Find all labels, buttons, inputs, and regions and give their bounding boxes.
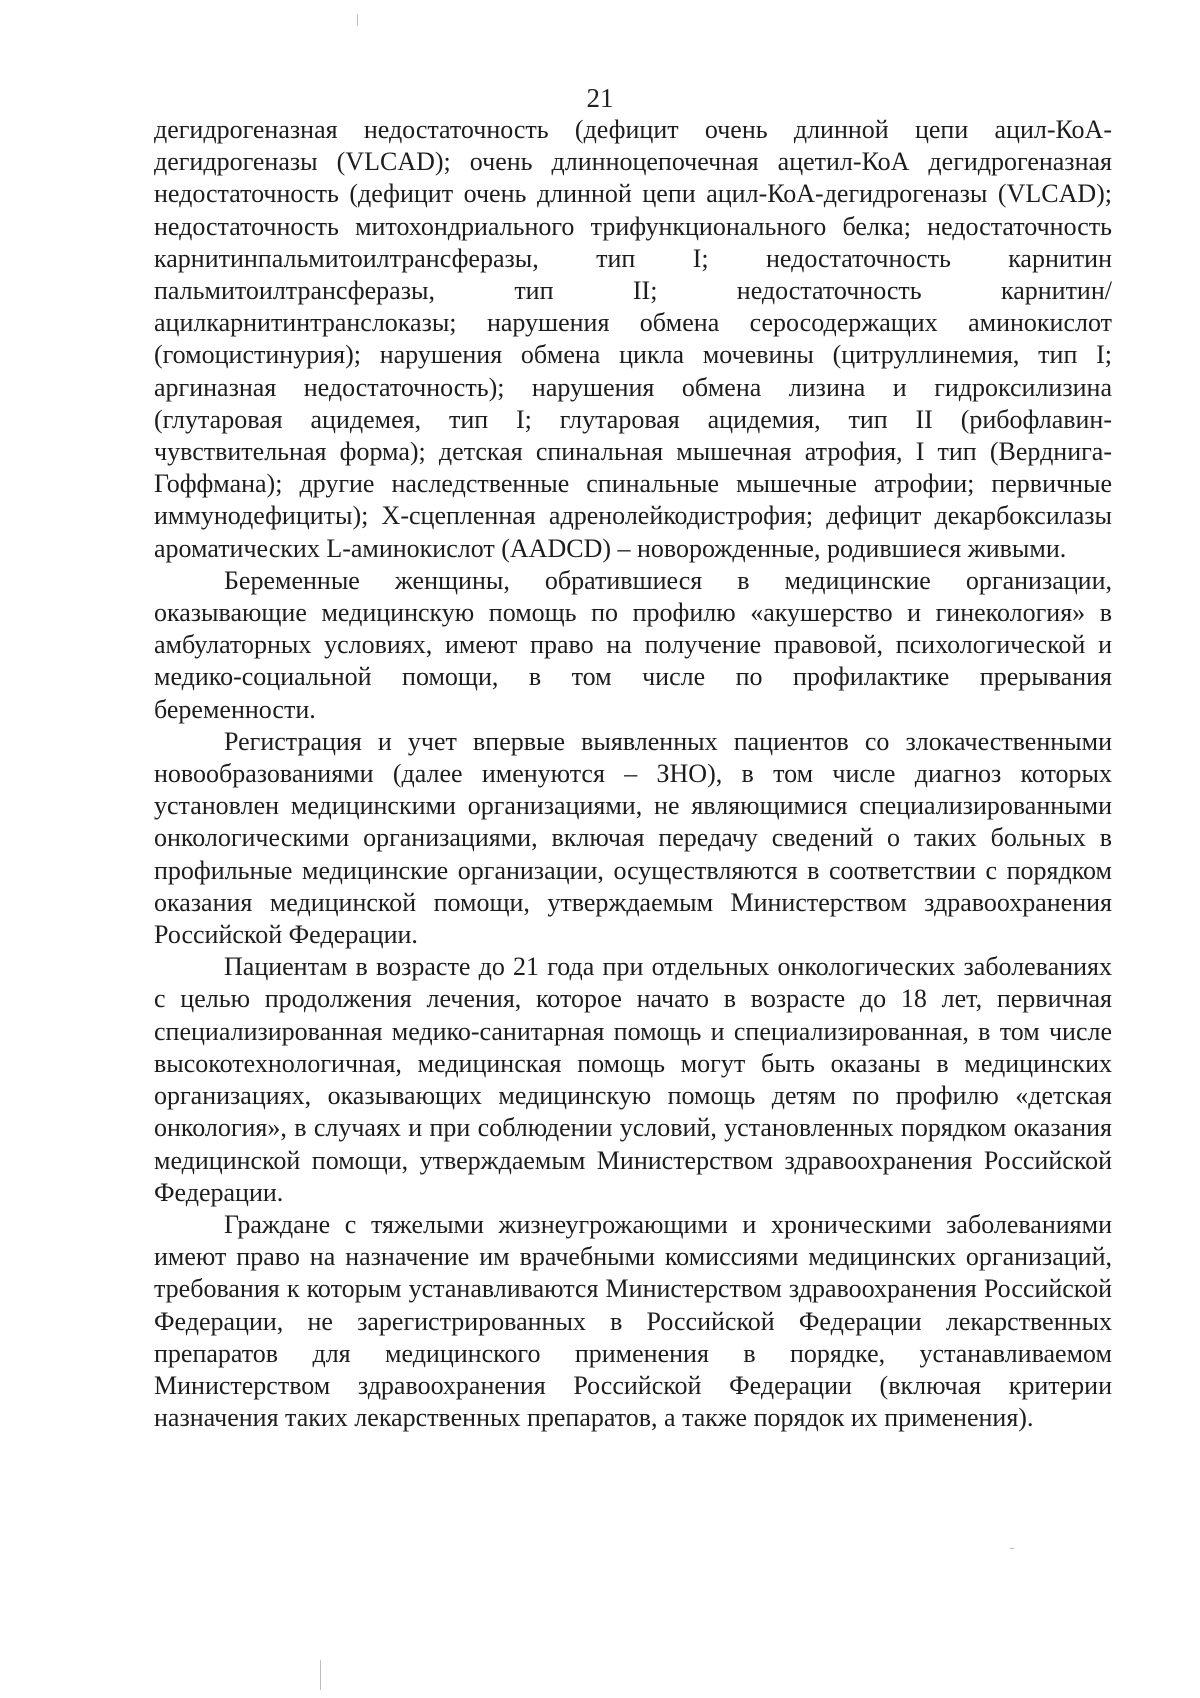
paragraph-oncology-registration: Регистрация и учет впервые выявленных пациентов со злокачественными новообразованиями (далее именуются – ЗНО), в том числе диагноз которых установлен медицинскими организациями, не являющимися специализированными онкологическими организациями, включая передачу сведений о таких больных в профильные медицинские организации, осуществляются в соответствии с порядком оказания медицинской помощи, утверждаемым Министерством здравоохранения Российской Федерации. <box>154 726 1112 950</box>
scan-mark-top <box>357 14 358 26</box>
scan-mark-bottom <box>320 1660 321 1690</box>
paragraph-unregistered-medicines: Граждане с тяжелыми жизнеугрожающими и хроническими заболеваниями имеют право на назначение им врачебными комиссиями медицинских организаций, требования к которым устанавливаются Министерством здравоохранения Российской Федерации, не зарегистрированных в Российской Федерации лекарственных препаратов для медицинского применения в порядке, устанавливаемом Министерством здравоохранения Российской Федерации (включая критерии назначения таких лекарственных препаратов, а также порядок их применения). <box>154 1209 1112 1433</box>
paragraph-pregnant-women: Беременные женщины, обратившиеся в медицинские организации, оказывающие медицинскую помощь по профилю «акушерство и гинекология» в амбулаторных условиях, имеют право на получение правовой, психологической и медико-социальной помощи, в том числе по профилактике прерывания беременности. <box>154 565 1112 724</box>
paragraph-patients-under-21: Пациентам в возрасте до 21 года при отдельных онкологических заболеваниях с целью продолжения лечения, которое начато в возрасте до 18 лет, первичная специализированная медико-санитарная помощь и специализированная, в том числе высокотехнологичная, медицинская помощь могут быть оказаны в медицинских организациях, оказывающих медицинскую помощь детям по профилю «детская онкология», в случаях и при соблюдении условий, установленных порядком оказания медицинской помощи, утверждаемым Министерством здравоохранения Российской Федерации. <box>154 952 1112 1207</box>
page-number: 21 <box>586 83 614 113</box>
paragraph-hereditary-diseases-list: дегидрогеназная недостаточность (дефицит очень длинной цепи ацил-КоА-дегидрогеназы (VLCAD); очень длинноцепочечная ацетил-КоА дегидрогеназная недостаточность (дефицит очень длинной цепи ацил-КоА-дегидрогеназы (VLCAD); недостаточность митохондриального трифункционального белка; недостаточность карнитинпальмитоилтрансферазы, тип I; недостаточность карнитин пальмитоилтрансферазы, тип II; недостаточность карнитин/ацилкарнитинтранслоказы; нарушения обмена серосодержащих аминокислот (гомоцистинурия); нарушения обмена цикла мочевины (цитруллинемия, тип I; аргиназная недостаточность); нарушения обмена лизина и гидроксилизина (глутаровая ацидемея, тип I; глутаровая ацидемия, тип II (рибофлавин-чувствительная форма); детская спинальная мышечная атрофия, I тип (Верднига-Гоффмана); другие наследственные спинальные мышечные атрофии; первичные иммунодефициты); Х-сцепленная адренолейкодистрофия; дефицит декарбоксилазы ароматических L-аминокислот (AADCD) – новорожденные, родившиеся живыми. <box>154 115 1112 563</box>
document-body <box>154 114 1112 1434</box>
scan-mark-right <box>1010 1548 1014 1549</box>
